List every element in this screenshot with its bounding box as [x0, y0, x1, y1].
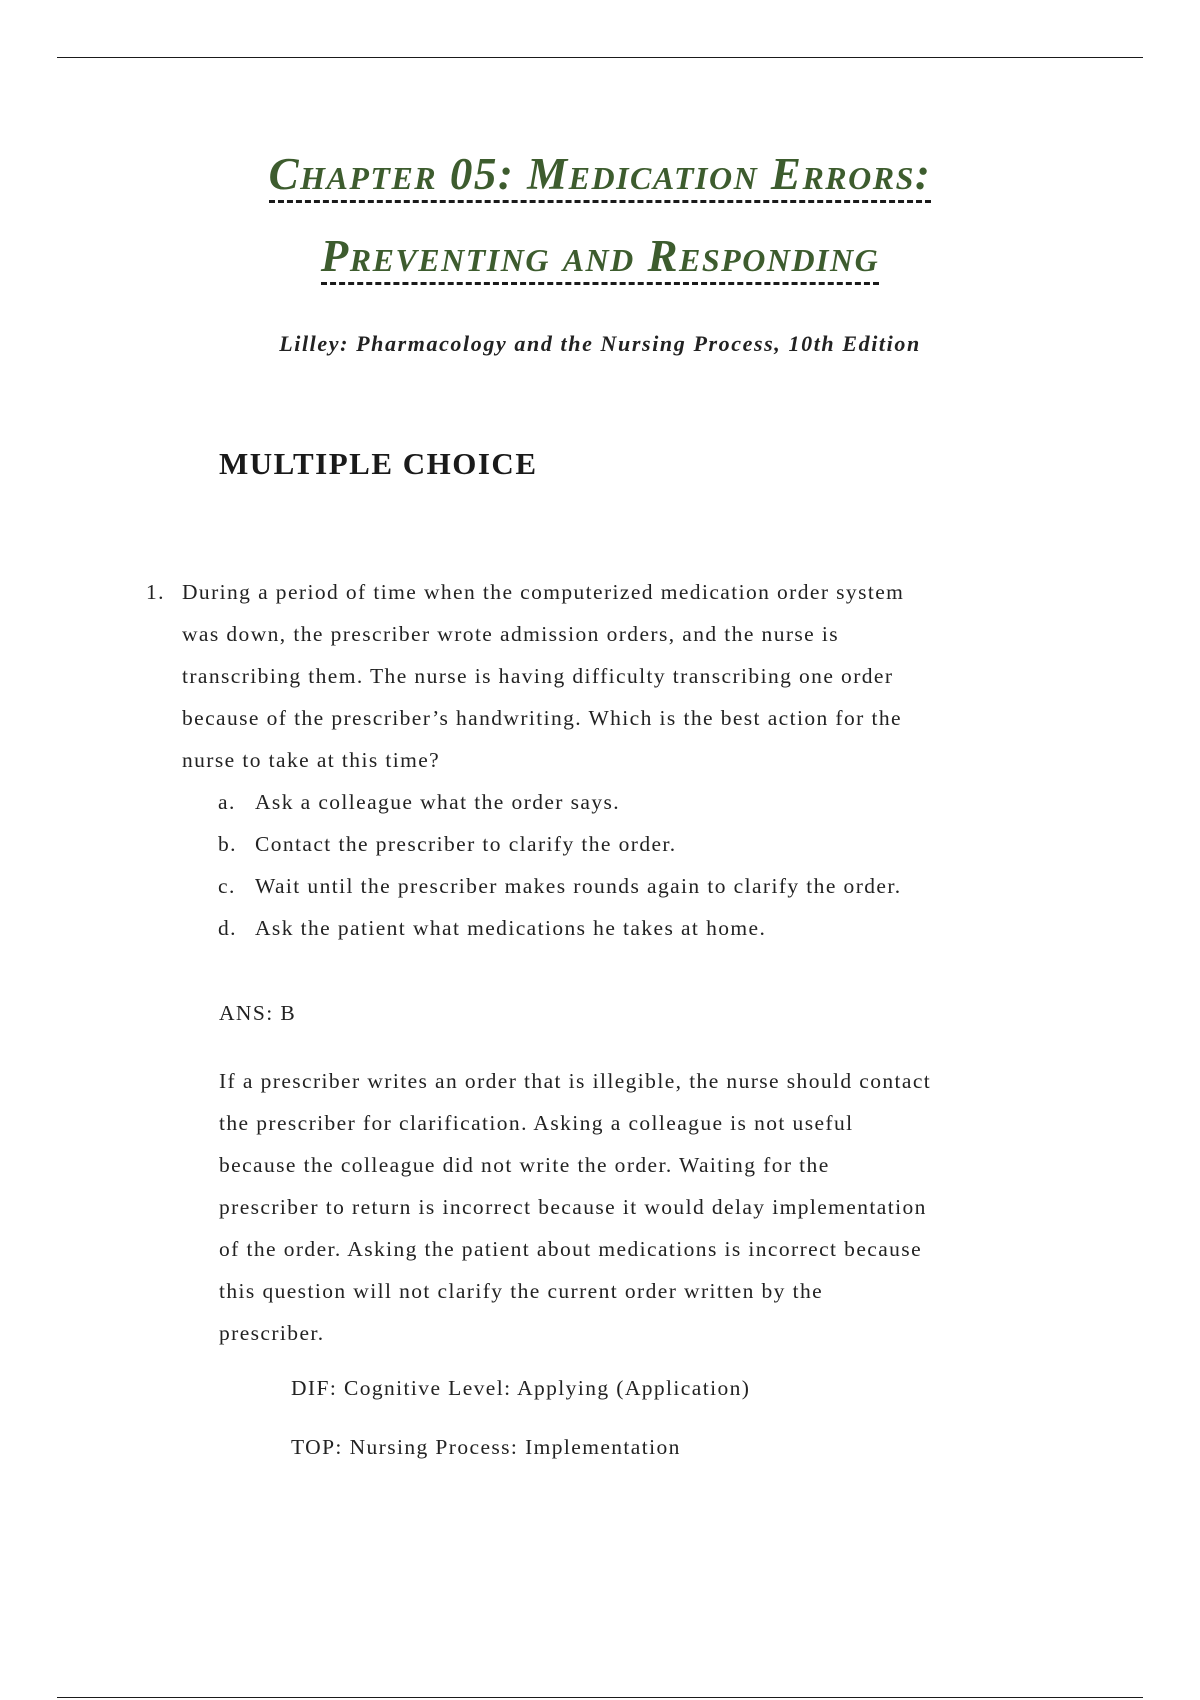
chapter-title-line-2 — [0, 231, 1200, 285]
option-a — [218, 781, 1046, 823]
option-text: Ask the patient what medications he takes at home. — [255, 916, 767, 940]
option-letter: d. — [218, 916, 237, 940]
rationale-line: because the colleague did not write the order. Waiting for the — [219, 1153, 830, 1177]
answer-key: ANS: B — [219, 1001, 297, 1025]
rationale-line: prescriber to return is incorrect because it would delay implementation — [219, 1195, 927, 1219]
question-stem-line: because of the prescriber’s handwriting. Which is the best action for the — [182, 706, 902, 730]
rationale-line: this question will not clarify the current order written by the — [219, 1279, 824, 1303]
rationale-line: of the order. Asking the patient about medications is incorrect because — [219, 1237, 923, 1261]
question-stem-line: During a period of time when the computerized medication order system — [182, 580, 905, 604]
option-text: Contact the prescriber to clarify the order. — [255, 832, 677, 856]
rationale-line: the prescriber for clarification. Asking a colleague is not useful — [219, 1111, 854, 1135]
question-stem — [182, 571, 1042, 781]
topic-label: TOP: Nursing Process: Implementation — [291, 1435, 681, 1459]
option-text: Ask a colleague what the order says. — [255, 790, 621, 814]
rationale — [219, 1060, 1079, 1354]
question-stem-line: nurse to take at this time? — [182, 748, 441, 772]
chapter-title-text-1: Chapter 05: Medication Errors: — [269, 152, 932, 203]
question-stem-line: transcribing them. The nurse is having difficulty transcribing one order — [182, 664, 894, 688]
question-number: 1. — [146, 580, 165, 604]
chapter-title-text-2: Preventing and Responding — [321, 234, 879, 285]
rationale-line: If a prescriber writes an order that is illegible, the nurse should contact — [219, 1069, 932, 1093]
option-letter: c. — [218, 874, 236, 898]
difficulty-level: DIF: Cognitive Level: Applying (Application) — [291, 1376, 751, 1400]
book-subtitle: Lilley: Pharmacology and the Nursing Process, 10th Edition — [279, 331, 921, 356]
section-heading: MULTIPLE CHOICE — [219, 446, 538, 481]
option-b — [218, 823, 1046, 865]
rationale-line: prescriber. — [219, 1321, 325, 1345]
option-text: Wait until the prescriber makes rounds again to clarify the order. — [255, 874, 902, 898]
option-c — [218, 865, 1046, 907]
top-rule — [57, 57, 1143, 58]
option-letter: b. — [218, 832, 237, 856]
question-1 — [146, 571, 1046, 949]
option-d — [218, 907, 1046, 949]
question-stem-line: was down, the prescriber wrote admission orders, and the nurse is — [182, 622, 840, 646]
option-letter: a. — [218, 790, 236, 814]
bottom-rule — [57, 1697, 1143, 1698]
chapter-title-line-1 — [0, 149, 1200, 203]
answer-options — [218, 781, 1046, 949]
